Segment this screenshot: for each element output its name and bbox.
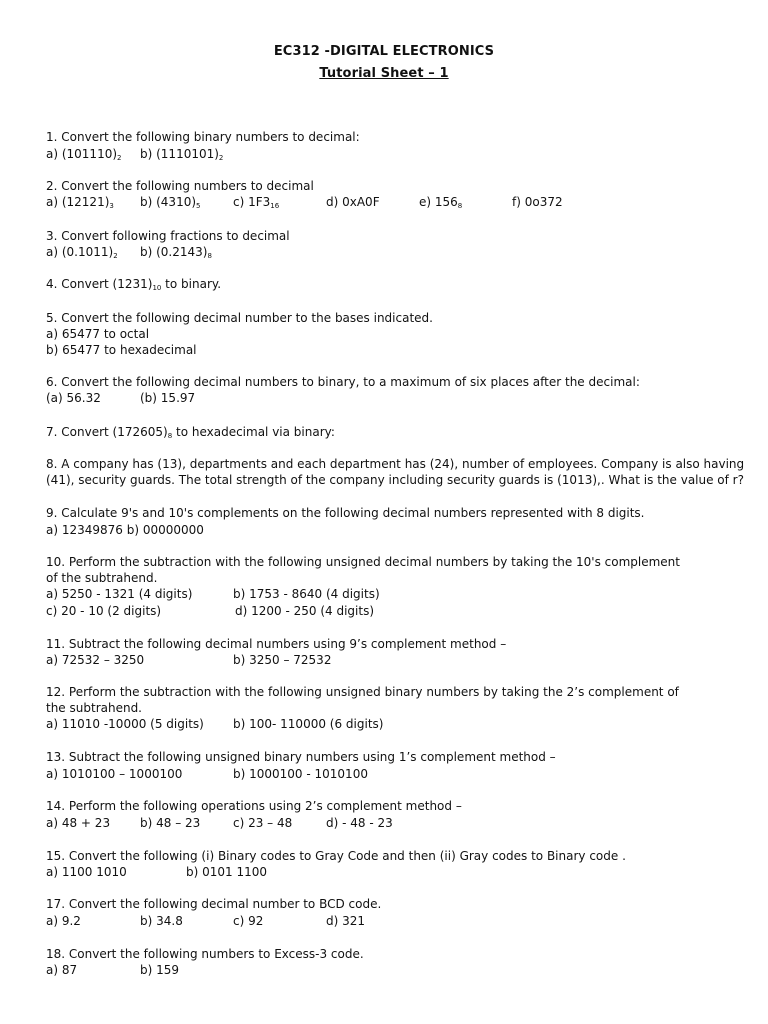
question-17-option-d: d) 321: [326, 914, 366, 928]
question-12-option-a: a) 11010 -10000 (5 digits): [46, 717, 204, 731]
question-11-option-b: b) 3250 – 72532: [233, 653, 332, 667]
question-18-option-b: b) 159: [140, 963, 180, 977]
question-2-text: 2. Convert the following numbers to decimal: [46, 179, 314, 193]
question-9-options: a) 12349876 b) 00000000: [46, 523, 204, 537]
question-10-option-b: b) 1753 - 8640 (4 digits): [233, 587, 380, 601]
question-14-option-c: c) 23 – 48: [233, 816, 293, 830]
question-11-option-a: a) 72532 – 3250: [46, 653, 145, 667]
question-17-option-c: c) 92: [233, 914, 264, 928]
question-17-text: 17. Convert the following decimal number to BCD code.: [46, 897, 382, 911]
question-17-option-a: a) 9.2: [46, 914, 81, 928]
question-13-text: 13. Subtract the following unsigned binary numbers using 1’s complement method –: [46, 750, 556, 764]
question-10-option-c: c) 20 - 10 (2 digits): [46, 604, 162, 618]
question-14-option-d: d) - 48 - 23: [326, 816, 393, 830]
question-1-text: 1. Convert the following binary numbers to decimal:: [46, 130, 360, 144]
question-3-text: 3. Convert following fractions to decimal: [46, 229, 290, 243]
question-3-option-b: b) $(0.2143)_8$: [140, 245, 212, 260]
question-12-line-2: the subtrahend.: [46, 701, 142, 715]
question-9-text: 9. Calculate 9's and 10's complements on the following decimal numbers represented with 8 digits.: [46, 506, 645, 520]
question-6-text: 6. Convert the following decimal numbers to binary, to a maximum of six places after the decimal:: [46, 375, 640, 389]
question-11-text: 11. Subtract the following decimal numbers using 9’s complement method –: [46, 637, 507, 651]
question-18-text: 18. Convert the following numbers to Excess-3 code.: [46, 947, 364, 961]
question-15-option-a: a) 1100 1010: [46, 865, 127, 879]
question-2-option-a: a) $(12121)_3$: [46, 195, 114, 210]
question-13-option-a: a) 1010100 – 1000100: [46, 767, 183, 781]
question-1-option-a: a) $(101110)_2$: [46, 147, 122, 162]
question-5-option-a: a) 65477 to octal: [46, 327, 150, 341]
question-5-text: 5. Convert the following decimal number to the bases indicated.: [46, 311, 433, 325]
question-17-option-b: b) 34.8: [140, 914, 183, 928]
question-10-option-d: d) 1200 - 250 (4 digits): [235, 604, 375, 618]
question-12-line-1: 12. Perform the subtraction with the following unsigned binary numbers by taking the 2’s complement of: [46, 685, 679, 699]
question-1-option-b: b) $(1110101)_2$: [140, 147, 224, 162]
question-14-option-a: a) 48 + 23: [46, 816, 111, 830]
question-7-text: 7. Convert $(172605)_8$ to hexadecimal via binary:: [46, 425, 335, 440]
question-2-option-e: e) $156_8$: [419, 195, 463, 210]
question-2-option-c: c) $1F3_{16}$: [233, 195, 280, 210]
question-2-option-f: f) 0o372: [512, 195, 563, 209]
question-10-line-2: of the subtrahend.: [46, 571, 158, 585]
question-10-option-a: a) 5250 - 1321 (4 digits): [46, 587, 193, 601]
question-12-option-b: b) 100- 110000 (6 digits): [233, 717, 384, 731]
question-15-option-b: b) 0101 1100: [186, 865, 268, 879]
course-title: EC312 -DIGITAL ELECTRONICS: [273, 44, 495, 59]
question-6-option-b: (b) 15.97: [140, 391, 196, 405]
question-8-line-2: (41), security guards. The total strength of the company including security guards is (1013),. What is the value of r?: [46, 473, 744, 487]
question-2-option-b: b) $(4310)_5$: [140, 195, 201, 210]
question-5-option-b: b) 65477 to hexadecimal: [46, 343, 197, 357]
question-3-option-a: a) $(0.1011)_2$: [46, 245, 118, 260]
question-2-option-d: d) 0xA0F: [326, 195, 380, 209]
question-14-option-b: b) 48 – 23: [140, 816, 201, 830]
question-6-option-a: (a) 56.32: [46, 391, 101, 405]
sheet-title: Tutorial Sheet – 1: [319, 66, 449, 81]
question-13-option-b: b) 1000100 - 1010100: [233, 767, 368, 781]
question-18-option-a: a) 87: [46, 963, 78, 977]
question-8-line-1: 8. A company has (13), departments and each department has (24), number of employees. Company is also having: [46, 457, 745, 471]
question-14-text: 14. Perform the following operations using 2’s complement method –: [46, 799, 462, 813]
question-10-line-1: 10. Perform the subtraction with the following unsigned decimal numbers by taking the 10's complement: [46, 555, 680, 569]
question-15-text: 15. Convert the following (i) Binary codes to Gray Code and then (ii) Gray codes to Binary code .: [46, 849, 626, 863]
question-4-text: 4. Convert $(1231)_{10}$ to binary.: [46, 277, 222, 292]
